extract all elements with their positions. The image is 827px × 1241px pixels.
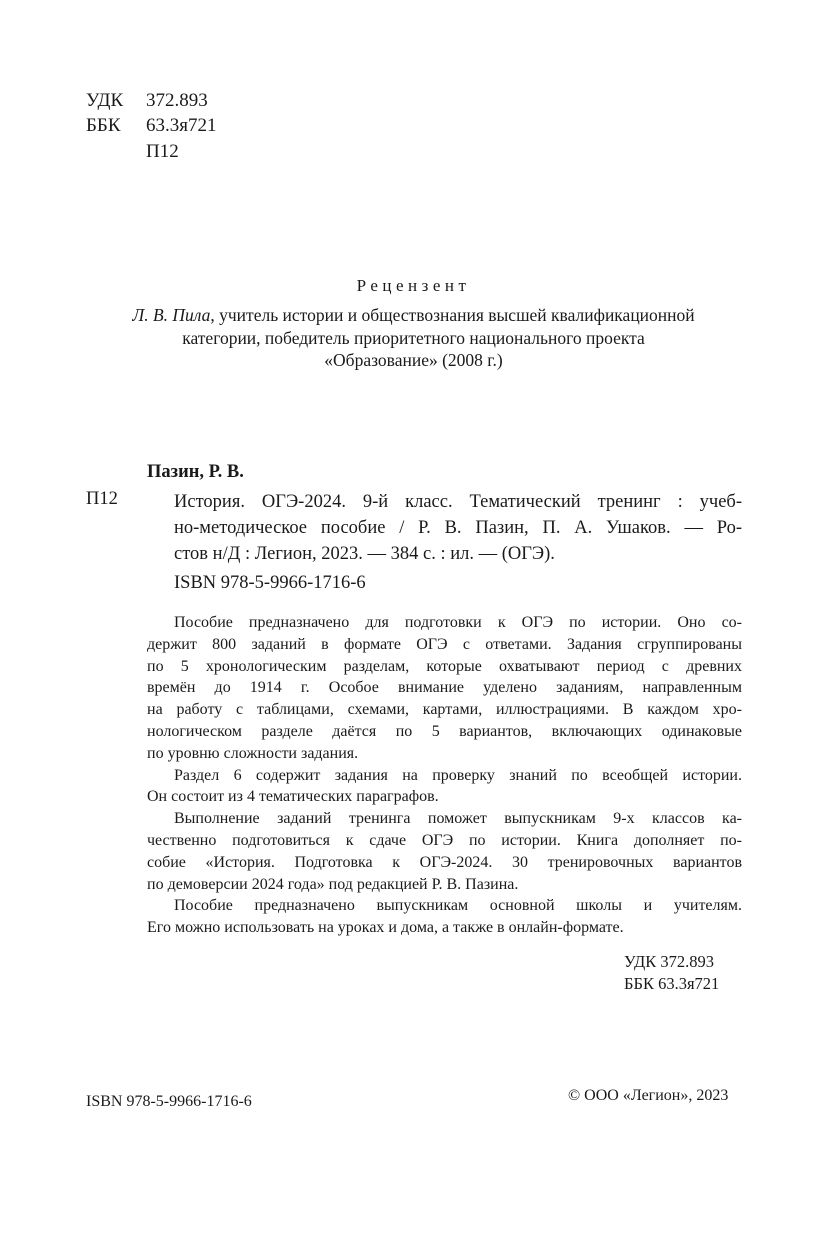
annotation-line: Его можно использовать на уроках и дома, а также в онлайн-формате. — [147, 919, 624, 937]
bib-author: Пазин, Р. В. — [147, 462, 244, 482]
annotation-line: чественно подготовиться к сдаче ОГЭ по истории. Книга дополняет по- — [147, 831, 742, 849]
annotation-line: по 5 хронологическим разделам, которые охватывают период с древних — [147, 657, 742, 675]
annotation-line: держит 800 заданий в формате ОГЭ с ответами. Задания сгруппированы — [147, 635, 742, 653]
reviewer-line-1-rest: , учитель истории и обществознания высшей квалификационной — [210, 305, 695, 325]
annotation-line: по демоверсии 2024 года» под редакцией Р. В. Пазина. — [147, 875, 519, 893]
bib-isbn: ISBN 978-5-9966-1716-6 — [174, 573, 366, 593]
annotation — [147, 612, 742, 939]
bib-line-2: но-методическое пособие / Р. В. Пазин, П. А. Ушаков. — Ро- — [174, 518, 742, 538]
udk-line — [86, 89, 208, 113]
udk-value: 372.893 — [146, 90, 208, 111]
footer-isbn: ISBN 978-5-9966-1716-6 — [86, 1093, 252, 1110]
bbk-line — [86, 114, 217, 138]
udk-label: УДК — [86, 90, 124, 111]
reviewer-text — [60, 304, 767, 372]
bbk-label: ББК — [86, 115, 121, 136]
annotation-line: Выполнение заданий тренинга поможет выпускникам 9-х классов ка- — [174, 810, 742, 828]
annotation-line: времён до 1914 г. Особое внимание уделено заданиям, направленным — [147, 679, 742, 697]
annotation-line: Пособие предназначено для подготовки к ОГЭ по истории. Оно со- — [174, 614, 742, 631]
annotation-line: на работу с таблицами, схемами, картами, иллюстрациями. В каждом хро- — [147, 701, 742, 719]
annotation-line: Раздел 6 содержит задания на проверку знаний по всеобщей истории. — [174, 766, 742, 784]
bib-index-code: П12 — [86, 489, 118, 509]
annotation-line: по уровню сложности задания. — [147, 744, 359, 762]
annotation-codes — [624, 951, 719, 995]
annotation-line: Пособие предназначено выпускникам основной школы и учителям. — [174, 897, 742, 915]
reviewer-line-1 — [60, 304, 767, 327]
annotation-line: нологическом разделе даётся по 5 вариантов, включающих одинаковые — [147, 722, 742, 740]
annotation-udk: УДК 372.893 — [624, 952, 715, 971]
reviewer-name: Л. В. Пила — [132, 305, 211, 325]
bbk-value: 63.3я721 — [146, 115, 217, 136]
annotation-line: Он состоит из 4 тематических параграфов. — [147, 788, 439, 806]
bib-description — [174, 489, 742, 567]
annotation-bbk: ББК 63.3я721 — [624, 974, 720, 993]
footer-copyright: © ООО «Легион», 2023 — [568, 1087, 729, 1104]
annotation-line: собие «История. Подготовка к ОГЭ-2024. 30 тренировочных вариантов — [147, 853, 742, 871]
reviewer-title: Рецензент — [356, 276, 471, 295]
bib-line-1: История. ОГЭ-2024. 9-й класс. Тематический тренинг : учеб- — [174, 492, 742, 512]
author-mark: П12 — [146, 141, 179, 162]
reviewer-line-2: категории, победитель приоритетного национального проекта — [182, 327, 645, 348]
bib-line-3: стов н/Д : Легион, 2023. — 384 с. : ил. — (ОГЭ). — [174, 544, 555, 564]
reviewer-line-3: «Образование» (2008 г.) — [324, 350, 503, 370]
